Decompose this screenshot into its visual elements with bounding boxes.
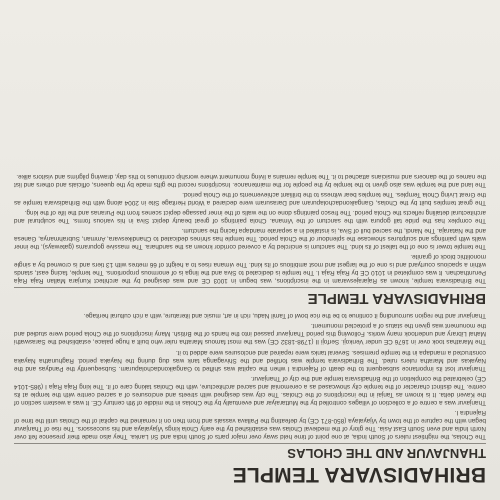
divider (14, 287, 486, 288)
section-title: BRIHADISVARA TEMPLE (307, 290, 486, 308)
article-title: BRIHADISVARA TEMPLE (232, 463, 486, 486)
paragraph: Thanjavur lost its importance subsequent to the death of Rajendra I when the capital was shifted to Gangaikondacholapuram. Subsequently the Pandyas and the Nayakas and Maratha rulers ruled. The Brihadisvara temple was fortified and the Shivaganga tank was dug during the Nayaka period. Raghunatha Nayaka constructed a mandapa in the temple premises. Several tanks were repaired and enclosures were added to it. (14, 348, 486, 372)
paragraph: The land and the temple was also given to the temple by the people for the maintenance. Inscriptions record the gifts made by the queens, officials and others and list the names of the dancers and musicians attached to it. The temple remains a living monument where worship continues to this day, drawing pilgrims and visitors alike. (14, 172, 486, 188)
article-subtitle: THANJAVUR AND THE CHOLAS (287, 446, 486, 461)
paragraph: The Brihadisvara temple, known as Rajarajesvaram in the inscriptions, was begun in 1003 CE and was designed by the architect Kunjara Mallan Raja Raja Perunthachan. It was completed in 1010 CE by Raja Raja I. The temple is dedicated to Siva and the linga is of enormous proportions. The temple, facing east, stands within a spacious courtyard and is one of the largest and most ambitious of its kind. The vimana rises to a height of 66 metres with 13 tiers and is crowned by a single monolithic block of granite. (14, 253, 486, 285)
paragraph: The Marathas took over in 1676 CE under Venkoji. Serfoji II (1798-1832 CE) was the most famous Maratha ruler who built a huge palace, established the Saraswathi Mahal Library and undertook many works. Following this period Thanjavur passed into the hands of the British. Many inscriptions of the Chola period were studied and the monument was given the status of a protected monument. (14, 322, 486, 346)
paragraph: The temple tower is one of the tallest of its kind. The sanctum is encircled by a covered corridor known as the sandhara. The massive gopurams (gateways), the inner walls with paintings and sculptures showcase the splendour of the Chola period. The temple has shrines dedicated to Chandikesvara, Amman, Subrahmanya, Ganesa and the Nataraja. The Nandi, the sacred bull of Siva, is installed in a separate mandapa facing the sanctum. (14, 227, 486, 251)
paragraph: The great temples built by the Cholas, Gangaikondacholapuram and Darasuram were declared a World Heritage Site in 2004 along with the Brihadisvara temple as the Great Living Chola Temples. The temples bear witness to the brilliant achievements of the Chola period. (14, 190, 486, 206)
paragraph: Thanjavur was a centre of a collection of villages controlled by the Muttaraiyar and eventually by the Cholas in the middle of 9th century CE. It was a western section of the Kaveri delta. It is known as Tanjai in the inscriptions of the Cholas. The city was designed with streets and enclosures of a sacred centre with the temple at its centre. The distinct character of the temple city showcased as a ceremonial and sacred architecture, with the Cholas taking care of it. The king Raja Raja I (985-1014 CE) celebrated the completion of the Brihadisvara temple and the city of Thanjavur. (14, 374, 486, 406)
paragraph: The complex has the pride tall gopura with the sanctum of the Vimana. Chola paintings of great beauty depict Siva in his various forms. The sculptural and architectural detailing reflects the Chola period. The fresco paintings done on the walls of the inner passage depict scenes from the Puranas and the life of the king. (14, 208, 486, 224)
paragraph: Thanjavur and the region surrounding it continue to be the rice bowl of Tamil Nadu, rich in art, music and literature, with a rich cultural heritage. (83, 312, 486, 320)
divider (14, 443, 486, 444)
paragraph: The Cholas, the mightiest rulers of South India, at one point of time held sway over major parts of South India and Sri Lanka. They also made their presence felt over North India and even South East Asia. The glory of the medieval Cholas was established by the early Chola kings Vijayalaya and his successors. The rise of Thanjavur began with the capture of the town by Vijayalaya (850-871 CE) by defeating the Pallava vassals and from then on it remained the capital of the Cholas until the time of Rajendra I. (14, 408, 486, 440)
